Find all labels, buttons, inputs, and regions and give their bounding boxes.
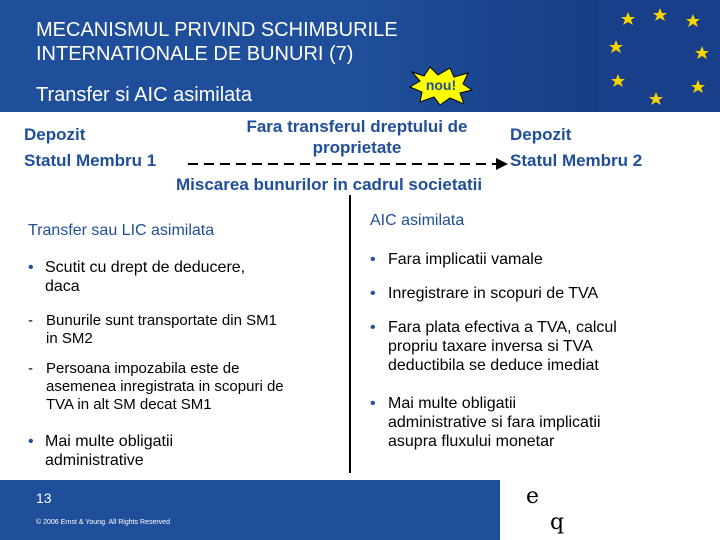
- right-column-heading: AIC asimilata: [370, 212, 465, 229]
- list-item-line: TVA in alt SM decat SM1: [46, 396, 212, 413]
- list-item-line: Inregistrare in scopuri de TVA: [388, 285, 599, 302]
- member-state-2-label: Statul Membru 2: [510, 151, 643, 170]
- page-title: [36, 18, 398, 66]
- list-item-line: asupra fluxului monetar: [388, 433, 555, 450]
- list-item: [370, 318, 617, 375]
- list-item-line: administrative: [45, 452, 144, 469]
- warehouse-right-label: Depozit: [510, 125, 572, 144]
- list-item-line: in SM2: [46, 330, 93, 347]
- arrow-top-line-1: Fara transferul dreptului de: [246, 117, 468, 136]
- bullet-marker: •: [370, 319, 376, 336]
- list-item-line: Bunurile sunt transportate din SM1: [46, 312, 277, 329]
- title-line-2: INTERNATIONALE DE BUNURI (7): [36, 43, 354, 65]
- list-item: [28, 258, 245, 296]
- page-number: 13: [36, 490, 52, 506]
- new-badge-label: nou!: [425, 77, 457, 93]
- new-badge: [408, 66, 474, 106]
- bullet-marker: •: [370, 395, 376, 412]
- list-item-line: administrative si fara implicatii: [388, 414, 601, 431]
- list-item-line: daca: [45, 278, 80, 295]
- list-item: [28, 432, 173, 470]
- list-item-line: Fara plata efectiva a TVA, calcul: [388, 319, 617, 336]
- column-divider: [349, 195, 351, 473]
- dash-marker: -: [28, 312, 33, 329]
- member-state-1-label: Statul Membru 1: [24, 151, 157, 170]
- warehouse-member-state-1: [24, 122, 156, 174]
- list-item-line: Persoana impozabila este de: [46, 360, 240, 377]
- bullet-marker: •: [370, 285, 376, 302]
- copyright-notice: © 2006 Ernst & Young. All Rights Reserved: [36, 519, 170, 526]
- list-item-line: Scutit cu drept de deducere,: [45, 259, 246, 276]
- list-item-line: Mai multe obligatii: [45, 433, 174, 450]
- arrow-top-line-2: proprietate: [312, 138, 402, 157]
- bullet-marker: •: [370, 251, 376, 268]
- list-item-line: Mai multe obligatii: [388, 395, 517, 412]
- list-item: [370, 394, 601, 451]
- list-item: [370, 250, 543, 269]
- dashed-flow-arrow: [186, 152, 510, 176]
- goods-movement-label: Miscarea bunurilor in cadrul societatii: [176, 175, 483, 194]
- dash-marker: -: [28, 360, 33, 377]
- footer-band: [0, 480, 500, 540]
- header-band: [0, 0, 720, 112]
- title-line-1: MECANISMUL PRIVIND SCHIMBURILE: [36, 19, 398, 41]
- left-column-heading: Transfer sau LIC asimilata: [28, 222, 215, 239]
- list-item: [28, 360, 284, 414]
- list-item-line: asemenea inregistrata in scopuri de: [46, 378, 284, 395]
- list-item-line: deductibila se deduce imediat: [388, 357, 599, 374]
- eu-flag-icon: [598, 0, 720, 112]
- warehouse-member-state-2: [510, 122, 642, 174]
- list-item: [28, 312, 277, 348]
- list-item-line: Fara implicatii vamale: [388, 251, 543, 268]
- logo-letter-q: q: [550, 510, 565, 535]
- logo-letter-e: e: [526, 484, 540, 509]
- page-subtitle: Transfer si AIC asimilata: [36, 84, 252, 106]
- warehouse-left-label: Depozit: [24, 125, 86, 144]
- list-item: [370, 284, 598, 303]
- bullet-marker: •: [28, 259, 34, 276]
- bullet-marker: •: [28, 433, 34, 450]
- list-item-line: propriu taxare inversa si TVA: [388, 338, 593, 355]
